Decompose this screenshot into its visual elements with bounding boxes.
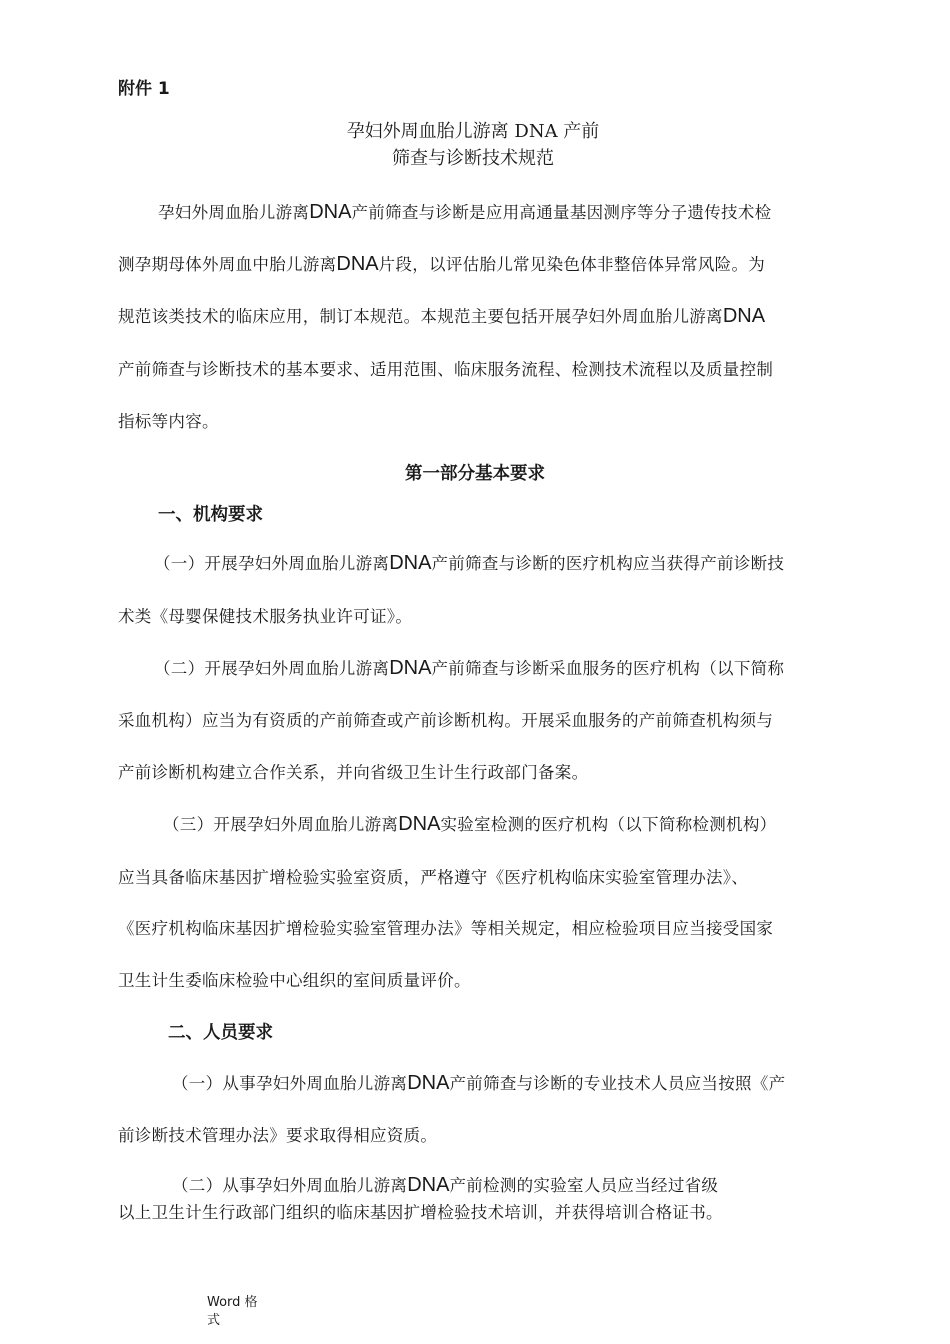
footer-watermark-text: Word 格式 — [207, 1295, 258, 1328]
document-title-line1: 孕妇外周血胎儿游离 DNA 产前 — [346, 121, 600, 142]
intro-line-1: 孕妇外周血胎儿游离DNA产前筛查与诊断是应用高通量基因测序等分子遗传技术检 — [158, 201, 772, 223]
inst1-line-2: 术类《母婴保健技术服务执业许可证》。 — [118, 607, 413, 626]
inst3-line-2: 应当具备临床基因扩增检验实验室资质，严格遵守《医疗机构临床实验室管理办法》、 — [118, 868, 749, 887]
inst2-line-1: （二）开展孕妇外周血胎儿游离DNA产前筛查与诊断采血服务的医疗机构（以下简称 — [154, 657, 785, 679]
attachment-label: 附件 1 — [118, 79, 170, 99]
subheading-institution: 一、机构要求 — [158, 505, 263, 525]
pers1-line-1: （一）从事孕妇外周血胎儿游离DNA产前筛查与诊断的专业技术人员应当按照《产 — [172, 1072, 786, 1094]
inst2-line-3: 产前诊断机构建立合作关系，并向省级卫生计生行政部门备案。 — [118, 763, 589, 782]
pers1-line-2: 前诊断技术管理办法》要求取得相应资质。 — [118, 1126, 438, 1145]
pers2-line-2: 以上卫生计生行政部门组织的临床基因扩增检验技术培训，并获得培训合格证书。 — [118, 1203, 723, 1222]
pers2-line-1: （二）从事孕妇外周血胎儿游离DNA产前检测的实验室人员应当经过省级 — [172, 1174, 719, 1196]
intro-line-2: 测孕期母体外周血中胎儿游离DNA片段，以评估胎儿常见染色体非整倍体异常风险。为 — [118, 253, 766, 275]
inst3-line-4: 卫生计生委临床检验中心组织的室间质量评价。 — [118, 971, 471, 990]
document-title-line2: 筛查与诊断技术规范 — [392, 148, 554, 169]
subheading-personnel: 二、人员要求 — [168, 1023, 273, 1043]
inst2-line-2: 采血机构）应当为有资质的产前筛查或产前诊断机构。开展采血服务的产前筛查机构须与 — [118, 711, 774, 730]
intro-line-5: 指标等内容。 — [118, 412, 219, 431]
inst3-line-3: 《医疗机构临床基因扩增检验实验室管理办法》等相关规定，相应检验项目应当接受国家 — [118, 919, 774, 938]
inst3-line-1: （三）开展孕妇外周血胎儿游离DNA实验室检测的医疗机构（以下简称检测机构） — [163, 813, 777, 835]
intro-line-3: 规范该类技术的临床应用，制订本规范。本规范主要包括开展孕妇外周血胎儿游离DNA — [118, 305, 766, 327]
intro-line-4: 产前筛查与诊断技术的基本要求、适用范围、临床服务流程、检测技术流程以及质量控制 — [118, 360, 774, 379]
section-heading: 第一部分基本要求 — [405, 464, 545, 484]
inst1-line-1: （一）开展孕妇外周血胎儿游离DNA产前筛查与诊断的医疗机构应当获得产前诊断技 — [154, 552, 785, 574]
